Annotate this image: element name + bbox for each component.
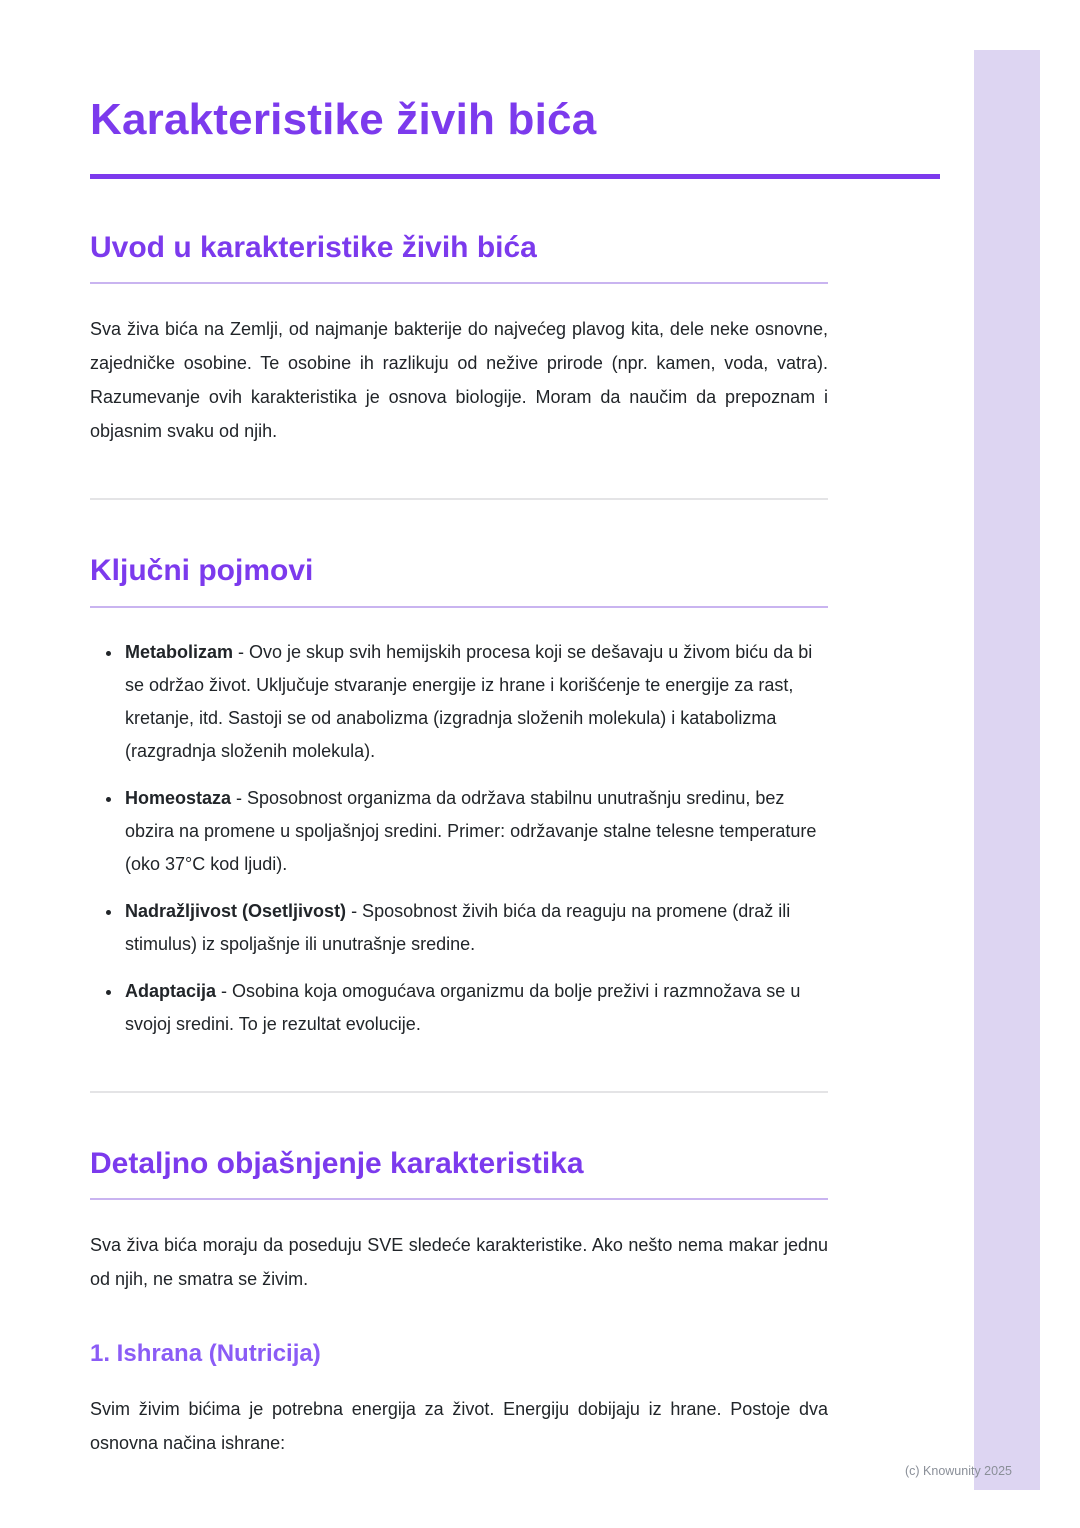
section-intro (90, 229, 828, 449)
term-label: Nadražljivost (Osetljivost) (125, 900, 347, 921)
page-title: Karakteristike živih bića (90, 95, 597, 144)
section-divider (90, 498, 828, 500)
list-item (123, 895, 828, 961)
section-heading-details: Detaljno objašnjenje karakteristika (90, 1146, 584, 1180)
list-item (123, 975, 828, 1041)
details-paragraph: Sva živa bića moraju da poseduju SVE sledeće karakteristike. Ako nešto nema makar jednu od njih, ne smatra se živim. (90, 1235, 828, 1290)
section-divider (90, 1091, 828, 1093)
section-key-terms (90, 552, 828, 1041)
nutrition-paragraph: Svim živim bićima je potrebna energija za život. Energiju dobijaju iz hrane. Postoje dva osnovna načina ishrane: (90, 1399, 828, 1454)
section-heading-intro: Uvod u karakteristike živih bića (90, 230, 537, 264)
term-label: Adaptacija (125, 980, 217, 1001)
term-definition: - Sposobnost organizma da održava stabilnu unutrašnju sredinu, bez obzira na promene u spoljašnjoj sredini. Primer: održavanje stalne telesne temperature (oko 37°C kod ljudi). (125, 787, 817, 874)
term-definition: - Osobina koja omogućava organizmu da bolje preživi i razmnožava se u svojoj sredini. To je rezultat evolucije. (125, 980, 801, 1034)
title-rule (90, 174, 940, 179)
term-label: Homeostaza (125, 787, 232, 808)
footer-credit: (c) Knowunity 2025 (904, 1464, 1012, 1478)
intro-paragraph: Sva živa bića na Zemlji, od najmanje bakterije do najvećeg plavog kita, dele neke osnovne, zajedničke osobine. Te osobine ih razlikuju od nežive prirode (npr. kamen, voda, vatra). Razumevanje ovih karakteristika je osnova biologije. Moram da naučim da prepoznam i objasnim svaku od njih. (90, 319, 828, 442)
term-label: Metabolizam (125, 641, 234, 662)
term-definition: - Sposobnost živih bića da reaguju na promene (draž ili stimulus) iz spoljašnje ili unutrašnje sredine. (125, 900, 791, 954)
side-stripe (974, 50, 1040, 1490)
heading-rule (90, 1198, 828, 1200)
section-details (90, 1145, 828, 1461)
list-item (123, 636, 828, 768)
subsection-heading-nutrition: 1. Ishrana (Nutricija) (90, 1340, 321, 1368)
term-definition: - Ovo je skup svih hemijskih procesa koji se dešavaju u živom biću da bi se održao život. Uključuje stvaranje energije iz hrane i korišćenje te energije za rast, kretanje, itd. Sastoji se od anabolizma (izgradnja složenih molekula) i katabolizma (razgradnja složenih molekula). (125, 641, 813, 761)
list-item (123, 782, 828, 881)
section-heading-key-terms: Ključni pojmovi (90, 554, 314, 588)
heading-rule (90, 282, 828, 284)
key-terms-list (90, 636, 828, 1041)
heading-rule (90, 606, 828, 608)
